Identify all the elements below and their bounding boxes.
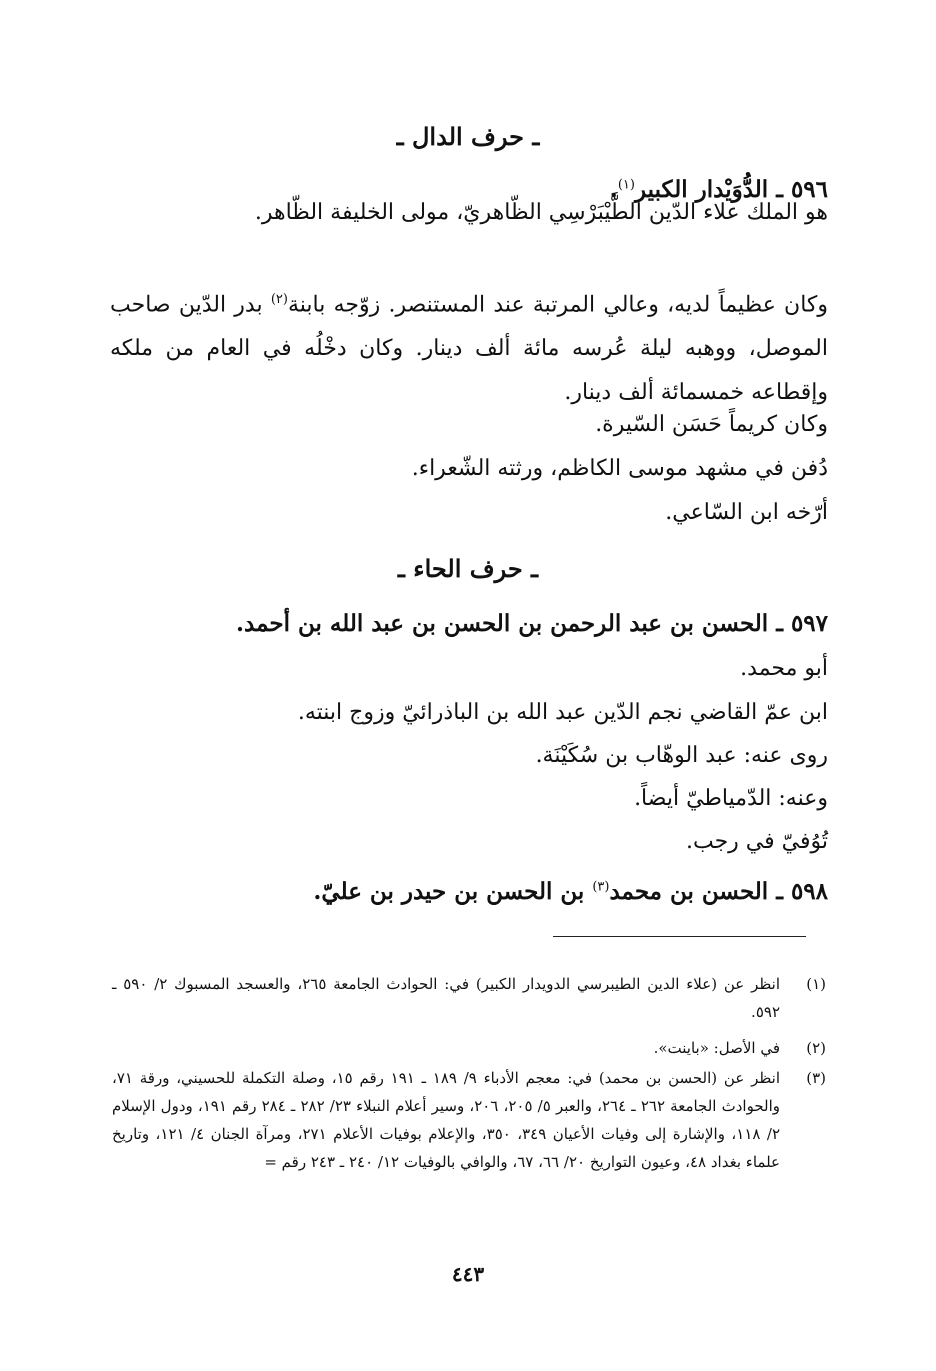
entry-597-line-3: روى عنه: عبد الوهّاب بن سُكَيْنَة. [535,743,828,768]
entry-596-line-1: هو الملك علاء الدّين الطَّيْبَرْسِي الظّاهريّ، مولى الخليفة الظّاهر. [254,200,828,225]
footnote-2 [112,1034,824,1062]
footnote-text: في الأصل: «باينت». [653,1039,780,1057]
entry-597-line-2: ابن عمّ القاضي نجم الدّين عبد الله بن الباذرائيّ وزوج ابنته. [297,700,828,725]
section-heading-haa: ـ حرف الحاء ـ [397,554,539,583]
entry-597-line-4: وعنه: الدّمياطيّ أيضاً. [634,786,828,811]
footnote-number: (٣) [806,1069,826,1087]
footnote-divider [553,936,806,937]
entry-597-line-1: أبو محمد. [740,656,828,681]
entry-596-line-3: دُفن في مشهد موسى الكاظم، ورثته الشّعراء. [411,456,828,481]
entry-596-line-2: وكان كريماً حَسَن السّيرة. [595,412,828,437]
footnote-number: (١) [806,975,826,993]
footnote-number: (٢) [806,1039,826,1057]
section-heading-dal: ـ حرف الدال ـ [396,122,540,151]
page-number: ٤٤٣ [451,1262,485,1286]
entry-596-paragraph: وكان عظيماً لديه، وعالي المرتبة عند المستنصر. زوّجه بابنة$^{(٢)}$ بدر الدّين صاحب الموصل، ووهبه ليلة عُرسه مائة ألف دينار. وكان دخْلُه في العام من ملكه وإقطاعه خمسمائة ألف دينار. [110,292,829,406]
entry-596-line-4: أرّخه ابن السّاعي. [665,500,828,525]
entry-597-title: ٥٩٧ ـ الحسن بن عبد الرحمن بن الحسن بن عبد الله بن أحمد. [236,610,828,637]
footnote-ref-1: (١) [617,177,635,193]
footnote-3 [112,1064,824,1176]
entry-598-title: ٥٩٨ ـ الحسن بن محمد$^{(٣)}$ بن الحسن بن حيدر بن عليّ. [313,878,828,905]
footnote-ref-3: (٣) [592,879,610,895]
entry-596-title: ٥٩٦ ـ الدُّوَيْدار الكبير$^{(١)}$. [609,176,828,203]
footnote-1 [112,970,824,1026]
footnote-text: انظر عن (علاء الدين الطيبرسي الدويدار الكبير) في: الحوادث الجامعة ٢٦٥، والعسجد المسبوك ٢/ ٥٩٠ ـ ٥٩٢. [112,975,780,1021]
footnote-text: انظر عن (الحسن بن محمد) في: معجم الأدباء ٩/ ١٨٩ ـ ١٩١ رقم ١٥، وصلة التكملة للحسيني، ورقة ٧١، والحوادث الجامعة ٢٦٢ ـ ٢٦٤، والعبر ٥/ ٢٠٥، ٢٠٦، وسير أعلام النبلاء ٢٣/ ٢٨٢ ـ ٢٨٤ رقم ١٩١، ودول الإسلام ٢/ ١١٨، والإشارة إلى وفيات الأعيان ٣٤٩، ٣٥٠، والإعلام بوفيات الأعلام ٢٧١، ومرآة الجنان ٤/ ١٢١، وتاريخ علماء بغداد ٤٨، وعيون التواريخ ٢٠/ ٦٦، ٦٧، والوافي بالوفيات ١٢/ ٢٤٠ ـ ٢٤٣ رقم = [112,1069,781,1171]
footnote-ref-2: (٢) [270,292,288,307]
entry-597-line-5: تُوُفيّ في رجب. [685,829,828,854]
